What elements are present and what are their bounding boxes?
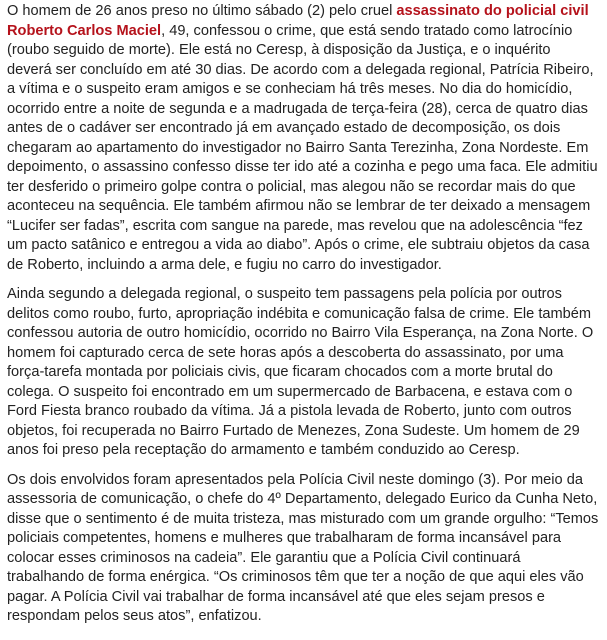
paragraph-3: Os dois envolvidos foram apresentados pela Polícia Civil neste domingo (3). Por meio da assessoria de comunicação, o chefe do 4º Departamento, delegado Eurico da Cunha Neto, disse que o sentimento é de muita tristeza, mas misturado com um grande orgulho: “Temos policiais competentes, homens e mulheres que trabalharam de forma incansável para colocar esses criminosos na cadeia”. Ele garantiu que a Polícia Civil continuará trabalhando de forma enérgica. “Os criminosos têm que ter a noção de que aqui eles vão pagar. A Polícia Civil vai trabalhar de forma incansável até que eles sejam presos e respondam pelos seus atos”, enfatizou. bbox=[7, 471, 599, 624]
paragraph-2: Ainda segundo a delegada regional, o suspeito tem passagens pela polícia por outros delitos como roubo, furto, apropriação indébita e comunicação falsa de crime. Ele também confessou autoria de outro homicídio, ocorrido no Bairro Vila Esperança, na Zona Norte. O homem foi capturado cerca de sete horas após a descoberta do assassinato, por uma força-tarefa montada por policiais civis, que ficaram chocados com a morte brutal do colega. O suspeito foi encontrado em um supermercado de Barbacena, e estava com o Ford Fiesta branco roubado da vítima. Já a pistola levada de Roberto, junto com outros objetos, foi recuperada no Bairro Furtado de Menezes, Zona Sudeste. Um homem de 29 anos foi preso pela receptação do armamento e também conduzido ao Ceresp. bbox=[7, 286, 594, 458]
paragraph-1 bbox=[7, 2, 599, 275]
article-link-assassinato[interactable]: assassinato do policial civil Roberto Carlos Maciel bbox=[7, 3, 589, 39]
paragraph-1-rest: , 49, confessou o crime, que está sendo tratado como latrocínio (roubo seguido de morte). Ele está no Ceresp, à disposição da Justiça, e o inquérito deverá ser concluído em até 30 dias. De acordo com a delegada regional, Patrícia Ribeiro, a vítima e o suspeito eram amigos e se conheciam há três meses. No dia do homicídio, ocorrido entre a noite de segunda e a madrugada de terça-feira (28), cerca de quatro dias antes de o cadáver ser encontrado já em avançado estado de decomposição, os dois chegaram ao apartamento do investigador no Bairro Santa Terezinha, Zona Nordeste. Em depoimento, o assassino confesso disse ter ido até a cozinha e pego uma faca. Ele admitiu ter desferido o primeiro golpe contra o policial, mas alegou não se recordar mais do que aconteceu na sequência. Ele também afirmou não se lembrar de ter deixado a mensagem “Lucifer ser fadas”, escrita com sangue na parede, mas revelou que na adolescência “fez um pacto satânico e entregou a vida ao diabo”. Após o crime, ele subtraiu objetos da casa de Roberto, incluindo a arma dele, e fugiu no carro do investigador. bbox=[7, 22, 598, 273]
paragraph-1-lead: O homem de 26 anos preso no último sábado (2) pelo cruel bbox=[7, 3, 397, 19]
